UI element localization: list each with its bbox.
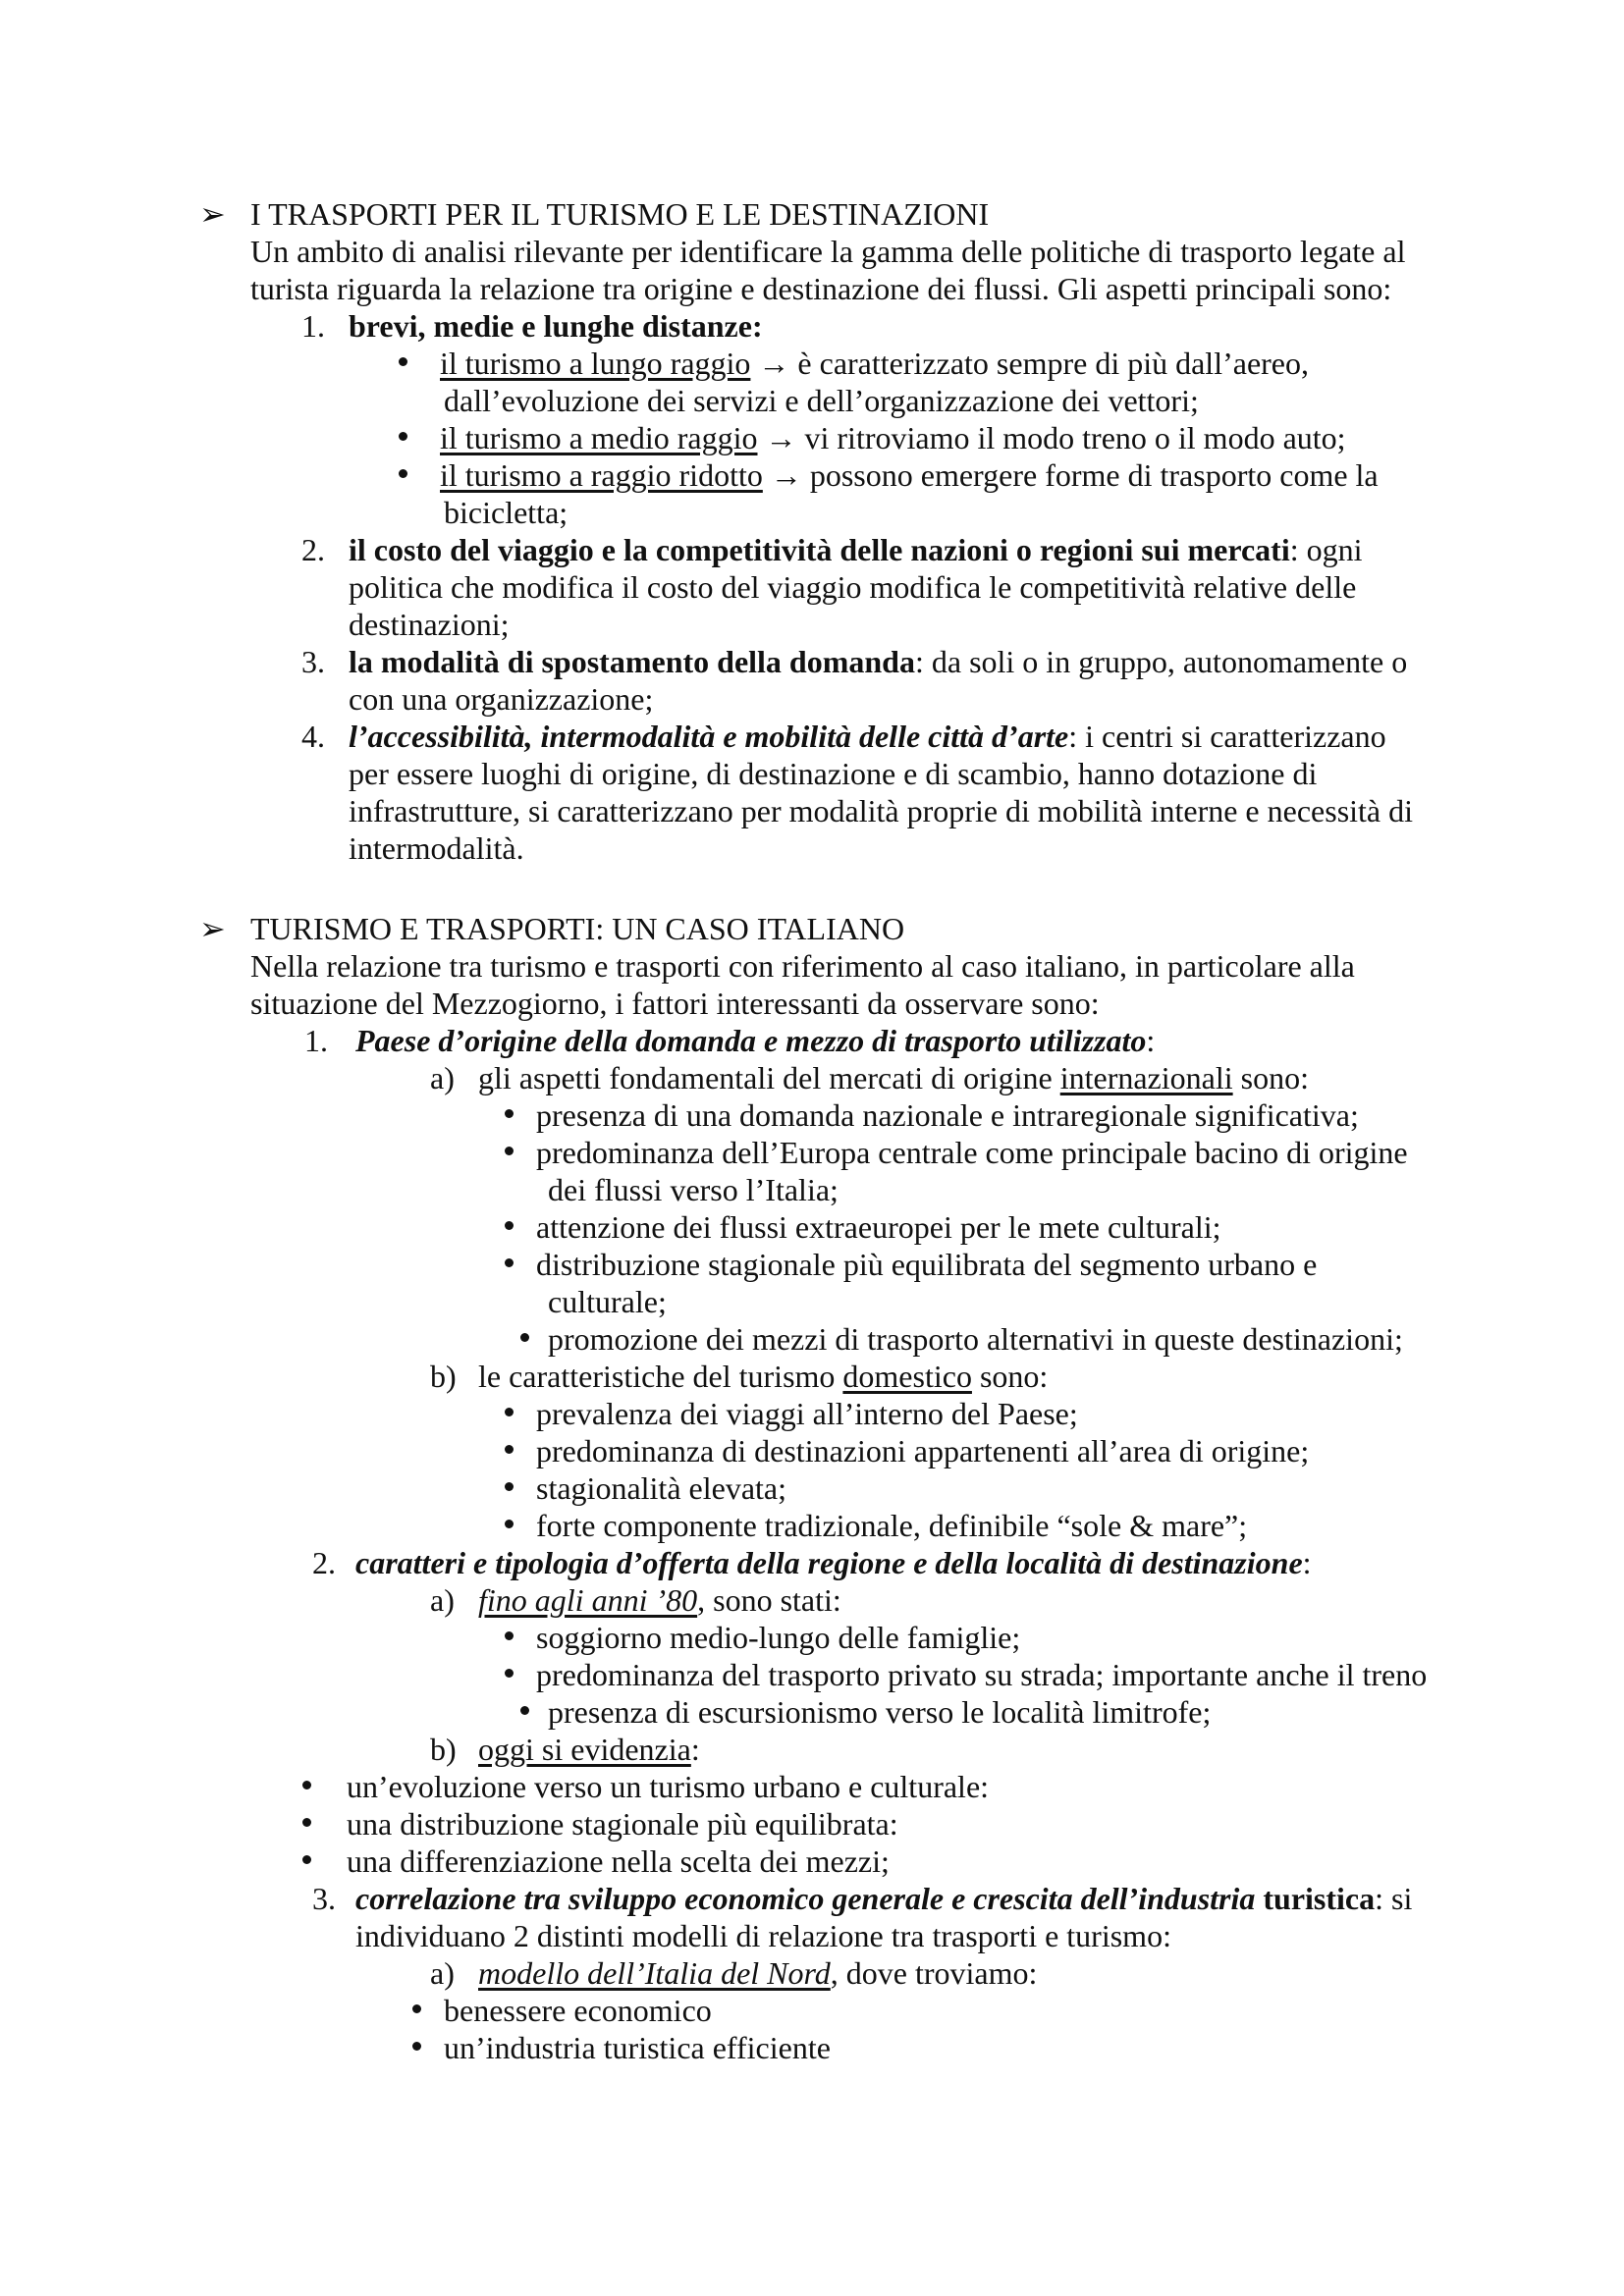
list-item: promozione dei mezzi di trasporto alternativi in queste destinazioni; — [548, 1321, 1403, 1357]
list-item-continuation: politica che modifica il costo del viaggio modifica le competitività relative delle — [349, 569, 1357, 605]
sublist-label: a) — [430, 1582, 455, 1618]
bullet-icon — [505, 1482, 514, 1491]
list-item-title: Paese d’origine della domanda e mezzo di trasporto utilizzato: — [355, 1023, 1156, 1058]
underlined-term: il turismo a lungo raggio — [440, 346, 751, 381]
underlined-term: il turismo a medio raggio — [440, 420, 758, 455]
list-number: 4. — [301, 719, 325, 754]
bullet-icon — [505, 1221, 514, 1230]
list-item-continuation: intermodalità. — [349, 830, 524, 866]
list-item: il turismo a lungo raggio → è caratterizzato sempre di più dall’aereo, — [440, 346, 1309, 381]
list-item: il turismo a medio raggio → vi ritroviamo il modo treno o il modo auto; — [440, 420, 1346, 455]
list-item-continuation: culturale; — [548, 1284, 667, 1319]
list-number: 1. — [301, 308, 325, 344]
list-number: 2. — [301, 532, 325, 567]
list-item: una distribuzione stagionale più equilibrata: — [347, 1806, 898, 1842]
list-item: soggiorno medio-lungo delle famiglie; — [536, 1620, 1021, 1655]
list-number: 1. — [304, 1023, 328, 1058]
list-item: presenza di escursionismo verso le località limitrofe; — [548, 1694, 1212, 1730]
bullet-icon — [505, 1520, 514, 1528]
list-item-continuation: individuano 2 distinti modelli di relazione tra trasporti e turismo: — [355, 1918, 1171, 1953]
list-item: distribuzione stagionale più equilibrata del segmento urbano e — [536, 1247, 1318, 1282]
list-item: predominanza di destinazioni appartenenti all’area di origine; — [536, 1433, 1310, 1468]
bullet-icon — [399, 432, 407, 441]
bullet-icon — [399, 469, 407, 478]
arrow-bullet-icon: ➢ — [199, 911, 226, 946]
list-item: predominanza dell’Europa centrale come principale bacino di origine — [536, 1135, 1408, 1170]
list-item: benessere economico — [444, 1993, 712, 2028]
bullet-icon — [505, 1147, 514, 1155]
list-item: correlazione tra sviluppo economico generale e crescita dell’industria turistica: si — [355, 1881, 1413, 1916]
section-title: I TRASPORTI PER IL TURISMO E LE DESTINAZIONI — [250, 196, 990, 232]
paragraph-line: Nella relazione tra turismo e trasporti con riferimento al caso italiano, in particolare alla — [250, 948, 1355, 984]
bullet-icon — [412, 2042, 421, 2051]
sublist-label: a) — [430, 1060, 455, 1095]
list-item: il turismo a raggio ridotto → possono emergere forme di trasporto come la — [440, 457, 1379, 493]
bullet-icon — [505, 1109, 514, 1118]
section-title: TURISMO E TRASPORTI: UN CASO ITALIANO — [250, 911, 905, 946]
list-item: l’accessibilità, intermodalità e mobilità delle città d’arte: i centri si caratterizzano — [349, 719, 1386, 754]
bullet-icon — [505, 1445, 514, 1454]
list-number: 3. — [301, 644, 325, 679]
list-item: stagionalità elevata; — [536, 1470, 786, 1506]
sublist-label: a) — [430, 1955, 455, 1991]
bullet-icon — [412, 2004, 421, 2013]
list-item: attenzione dei flussi extraeuropei per le mete culturali; — [536, 1209, 1221, 1245]
list-item-continuation: bicicletta; — [444, 495, 568, 530]
sublist-title: modello dell’Italia del Nord, dove troviamo: — [478, 1955, 1038, 1991]
sublist-label: b) — [430, 1732, 457, 1767]
list-item-continuation: per essere luoghi di origine, di destinazione e di scambio, hanno dotazione di — [349, 756, 1318, 791]
list-item: il costo del viaggio e la competitività delle nazioni o regioni sui mercati: ogni — [349, 532, 1363, 567]
paragraph-line: turista riguarda la relazione tra origine e destinazione dei flussi. Gli aspetti principali sono: — [250, 271, 1392, 306]
sublist-title: le caratteristiche del turismo domestico sono: — [478, 1359, 1049, 1394]
list-item-continuation: con una organizzazione; — [349, 681, 654, 717]
list-item: un’industria turistica efficiente — [444, 2030, 831, 2065]
bullet-icon — [505, 1258, 514, 1267]
list-item: una differenziazione nella scelta dei mezzi; — [347, 1843, 890, 1879]
bullet-icon — [505, 1408, 514, 1416]
list-item-continuation: destinazioni; — [349, 607, 510, 642]
list-item: un’evoluzione verso un turismo urbano e culturale: — [347, 1769, 990, 1804]
list-item: forte componente tradizionale, definibile “sole & mare”; — [536, 1508, 1248, 1543]
bullet-icon — [302, 1781, 311, 1789]
paragraph-line: situazione del Mezzogiorno, i fattori interessanti da osservare sono: — [250, 986, 1100, 1021]
underlined-term: il turismo a raggio ridotto — [440, 457, 763, 493]
list-item-continuation: infrastrutture, si caratterizzano per modalità proprie di mobilità interne e necessità di — [349, 793, 1414, 828]
list-item: presenza di una domanda nazionale e intraregionale significativa; — [536, 1097, 1359, 1133]
list-item-continuation: dall’evoluzione dei servizi e dell’organizzazione dei vettori; — [444, 383, 1199, 418]
list-item: predominanza del trasporto privato su strada; importante anche il treno — [536, 1657, 1428, 1692]
arrow-bullet-icon: ➢ — [199, 196, 226, 232]
sublist-label: b) — [430, 1359, 457, 1394]
bullet-icon — [302, 1818, 311, 1827]
list-item-title: caratteri e tipologia d’offerta della regione e della località di destinazione: — [355, 1545, 1312, 1580]
bullet-icon — [399, 357, 407, 366]
list-item-title: brevi, medie e lunghe distanze: — [349, 308, 763, 344]
list-number: 2. — [312, 1545, 336, 1580]
list-item-continuation: dei flussi verso l’Italia; — [548, 1172, 839, 1207]
bullet-icon — [505, 1669, 514, 1678]
list-item: prevalenza dei viaggi all’interno del Paese; — [536, 1396, 1078, 1431]
sublist-title: oggi si evidenzia: — [478, 1732, 700, 1767]
list-item: la modalità di spostamento della domanda: da soli o in gruppo, autonomamente o — [349, 644, 1408, 679]
list-number: 3. — [312, 1881, 336, 1916]
bullet-icon — [505, 1631, 514, 1640]
bullet-icon — [520, 1333, 529, 1342]
paragraph-line: Un ambito di analisi rilevante per identificare la gamma delle politiche di trasporto legate al — [250, 234, 1406, 269]
sublist-title: gli aspetti fondamentali del mercati di origine internazionali sono: — [478, 1060, 1309, 1095]
sublist-title: fino agli anni ’80, sono stati: — [478, 1582, 841, 1618]
bullet-icon — [302, 1855, 311, 1864]
bullet-icon — [520, 1706, 529, 1715]
